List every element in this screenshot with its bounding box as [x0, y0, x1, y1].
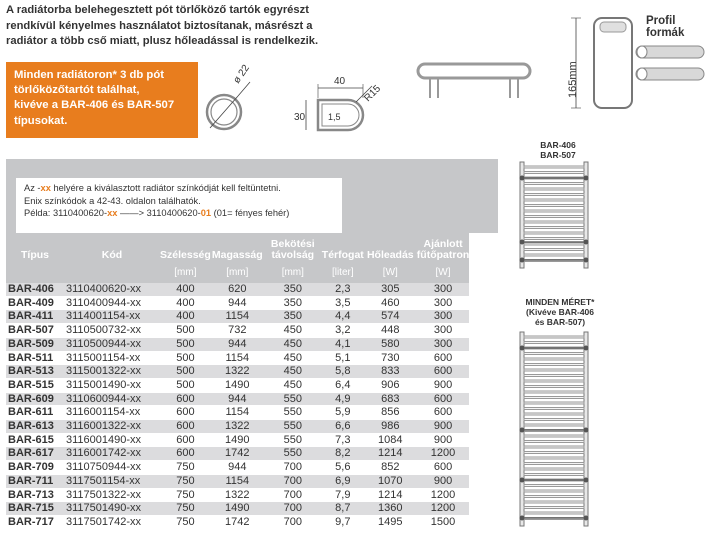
header-cell: Szélesség	[160, 233, 211, 261]
value-cell: 450	[264, 378, 322, 392]
value-cell: 7,3	[322, 433, 364, 447]
value-cell: 8,7	[322, 502, 364, 516]
value-cell: 1495	[364, 515, 417, 529]
code-cell: 3115001154-xx	[64, 351, 160, 365]
value-cell: 600	[160, 406, 211, 420]
table-body	[6, 283, 469, 529]
value-cell: 1200	[417, 488, 469, 502]
value-cell: 450	[264, 337, 322, 351]
type-cell: BAR-611	[6, 406, 64, 420]
value-cell: 7,9	[322, 488, 364, 502]
value-cell: 1322	[211, 420, 264, 434]
value-cell: 700	[264, 515, 322, 529]
value-cell: 1742	[211, 447, 264, 461]
info-line-2: Enix színkódok a 42-43. oldalon találhatók.	[24, 195, 201, 206]
value-cell: 600	[160, 392, 211, 406]
header-cell: Magasság	[211, 233, 264, 261]
value-cell: 8,2	[322, 447, 364, 461]
info-box	[16, 178, 342, 234]
code-cell: 3117501322-xx	[64, 488, 160, 502]
value-cell: 2,3	[322, 283, 364, 296]
value-cell: 732	[211, 324, 264, 338]
value-cell: 700	[264, 502, 322, 516]
value-cell: 5,8	[322, 365, 364, 379]
specs-table	[6, 233, 469, 530]
header-cell: Térfogat	[322, 233, 364, 261]
table-row	[6, 310, 469, 324]
value-cell: 1154	[211, 406, 264, 420]
table-row	[6, 324, 469, 338]
profile-height-label: 165mm	[567, 61, 579, 98]
value-cell: 944	[211, 337, 264, 351]
code-cell: 3110600944-xx	[64, 392, 160, 406]
table-row	[6, 296, 469, 310]
table-row	[6, 474, 469, 488]
value-cell: 1500	[417, 515, 469, 529]
type-cell: BAR-515	[6, 378, 64, 392]
value-cell: 900	[417, 378, 469, 392]
value-cell: 1154	[211, 351, 264, 365]
type-cell: BAR-717	[6, 515, 64, 529]
info-line-3: Példa: 3110400620-xx ——> 3110400620-01 (01= fényes fehér)	[24, 208, 290, 219]
code-cell: 3116001322-xx	[64, 420, 160, 434]
value-cell: 986	[364, 420, 417, 434]
value-cell: 6,6	[322, 420, 364, 434]
value-cell: 600	[417, 392, 469, 406]
unit-cell: [mm]	[264, 261, 322, 283]
value-cell: 6,9	[322, 474, 364, 488]
value-cell: 750	[160, 515, 211, 529]
value-cell: 300	[417, 283, 469, 296]
value-cell: 1490	[211, 433, 264, 447]
header-cell: Típus	[6, 233, 64, 261]
value-cell: 300	[417, 337, 469, 351]
width-dimension: 40	[334, 76, 346, 87]
highlight-line-4: típusokat.	[14, 114, 68, 127]
type-cell: BAR-513	[6, 365, 64, 379]
wall-thickness-label: 1,5	[328, 112, 341, 122]
value-cell: 906	[364, 378, 417, 392]
value-cell: 550	[264, 420, 322, 434]
highlight-line-1: Minden radiátoron* 3 db pót	[14, 69, 164, 81]
value-cell: 400	[160, 283, 211, 296]
code-cell: 3110500944-xx	[64, 337, 160, 351]
value-cell: 550	[264, 406, 322, 420]
value-cell: 1084	[364, 433, 417, 447]
unit-cell	[6, 261, 64, 283]
code-cell: 3116001490-xx	[64, 433, 160, 447]
code-cell: 3110400944-xx	[64, 296, 160, 310]
table-row	[6, 488, 469, 502]
value-cell: 1200	[417, 502, 469, 516]
type-cell: BAR-609	[6, 392, 64, 406]
value-cell: 1490	[211, 378, 264, 392]
value-cell: 944	[211, 392, 264, 406]
table-row	[6, 283, 469, 296]
code-cell: 3110500732-xx	[64, 324, 160, 338]
value-cell: 4,9	[322, 392, 364, 406]
value-cell: 400	[160, 296, 211, 310]
side-top-label: BAR-406 BAR-507	[540, 140, 576, 160]
table-row	[6, 433, 469, 447]
table-row	[6, 461, 469, 475]
value-cell: 350	[264, 310, 322, 324]
value-cell: 620	[211, 283, 264, 296]
header-cell: Kód	[64, 233, 160, 261]
value-cell: 300	[417, 310, 469, 324]
radiator-small-drawing	[512, 160, 604, 272]
profil-label: Profil formák	[646, 15, 685, 39]
value-cell: 1490	[211, 502, 264, 516]
value-cell: 500	[160, 324, 211, 338]
unit-cell: [W]	[417, 261, 469, 283]
header-cell: Hőleadás	[364, 233, 417, 261]
table-row	[6, 502, 469, 516]
table-row	[6, 337, 469, 351]
table-row	[6, 378, 469, 392]
value-cell: 500	[160, 337, 211, 351]
table-row	[6, 351, 469, 365]
type-cell: BAR-406	[6, 283, 64, 296]
type-cell: BAR-617	[6, 447, 64, 461]
table-units-row	[6, 261, 469, 283]
value-cell: 3,2	[322, 324, 364, 338]
code-cell: 3110750944-xx	[64, 461, 160, 475]
value-cell: 700	[264, 488, 322, 502]
code-cell: 3117501490-xx	[64, 502, 160, 516]
height-dimension: 30	[294, 112, 306, 123]
value-cell: 1360	[364, 502, 417, 516]
radiator-large-drawing	[512, 330, 604, 530]
type-cell: BAR-511	[6, 351, 64, 365]
value-cell: 750	[160, 502, 211, 516]
header-cell: Bekötési távolság	[264, 233, 322, 261]
value-cell: 856	[364, 406, 417, 420]
value-cell: 400	[160, 310, 211, 324]
value-cell: 1214	[364, 488, 417, 502]
value-cell: 750	[160, 474, 211, 488]
value-cell: 1742	[211, 515, 264, 529]
type-cell: BAR-507	[6, 324, 64, 338]
value-cell: 3,5	[322, 296, 364, 310]
value-cell: 700	[264, 474, 322, 488]
value-cell: 5,1	[322, 351, 364, 365]
code-cell: 3116001742-xx	[64, 447, 160, 461]
type-cell: BAR-411	[6, 310, 64, 324]
value-cell: 1322	[211, 488, 264, 502]
type-cell: BAR-409	[6, 296, 64, 310]
value-cell: 600	[417, 461, 469, 475]
value-cell: 300	[417, 296, 469, 310]
value-cell: 448	[364, 324, 417, 338]
value-cell: 600	[160, 433, 211, 447]
intro-paragraph: A radiátorba belehegesztett pót törlőköző tartók egyrészt rendkívül kényelmes használatot biztosítanak, másrészt a radiátor a több cső miatt, plusz hőleadással is rendelkezik.	[6, 4, 319, 47]
type-cell: BAR-709	[6, 461, 64, 475]
type-cell: BAR-713	[6, 488, 64, 502]
value-cell: 700	[264, 461, 322, 475]
value-cell: 500	[160, 351, 211, 365]
table-row	[6, 406, 469, 420]
arrow-icon: ——>	[117, 208, 147, 219]
type-cell: BAR-613	[6, 420, 64, 434]
value-cell: 944	[211, 461, 264, 475]
highlight-line-3: kivéve a BAR-406 és BAR-507	[14, 99, 175, 112]
value-cell: 1200	[417, 447, 469, 461]
value-cell: 852	[364, 461, 417, 475]
value-cell: 1154	[211, 310, 264, 324]
table-row	[6, 447, 469, 461]
value-cell: 1154	[211, 474, 264, 488]
unit-cell: [liter]	[322, 261, 364, 283]
type-cell: BAR-715	[6, 502, 64, 516]
highlight-box	[6, 62, 198, 138]
round-bars-drawing	[630, 40, 710, 100]
code-cell: 3114001154-xx	[64, 310, 160, 324]
code-cell: 3115001490-xx	[64, 378, 160, 392]
value-cell: 6,4	[322, 378, 364, 392]
table-row	[6, 515, 469, 529]
value-cell: 4,1	[322, 337, 364, 351]
value-cell: 600	[160, 420, 211, 434]
code-cell: 3115001322-xx	[64, 365, 160, 379]
value-cell: 1322	[211, 365, 264, 379]
value-cell: 5,9	[322, 406, 364, 420]
value-cell: 750	[160, 461, 211, 475]
value-cell: 833	[364, 365, 417, 379]
unit-cell: [mm]	[211, 261, 264, 283]
value-cell: 1214	[364, 447, 417, 461]
code-cell: 3110400620-xx	[64, 283, 160, 296]
value-cell: 900	[417, 474, 469, 488]
value-cell: 4,4	[322, 310, 364, 324]
code-cell: 3116001154-xx	[64, 406, 160, 420]
unit-cell	[64, 261, 160, 283]
circle-diameter-label: ø 22	[231, 63, 252, 86]
type-cell: BAR-615	[6, 433, 64, 447]
value-cell: 683	[364, 392, 417, 406]
code-cell: 3117501154-xx	[64, 474, 160, 488]
value-cell: 350	[264, 296, 322, 310]
radius-dimension: R15	[362, 83, 384, 105]
value-cell: 1070	[364, 474, 417, 488]
value-cell: 580	[364, 337, 417, 351]
table-row	[6, 365, 469, 379]
type-cell: BAR-509	[6, 337, 64, 351]
value-cell: 550	[264, 447, 322, 461]
towel-bar-drawing	[412, 58, 542, 108]
value-cell: 305	[364, 283, 417, 296]
value-cell: 500	[160, 378, 211, 392]
info-line-1: Az -xx helyére a kiválasztott radiátor színkódját kell feltüntetni.	[24, 183, 281, 193]
table-header-row	[6, 233, 469, 261]
value-cell: 300	[417, 324, 469, 338]
code-cell: 3117501742-xx	[64, 515, 160, 529]
side-bottom-label: MINDEN MÉRET* (Kivéve BAR-406 és BAR-507)	[525, 297, 595, 327]
value-cell: 900	[417, 420, 469, 434]
value-cell: 600	[417, 351, 469, 365]
unit-cell: [mm]	[160, 261, 211, 283]
value-cell: 600	[160, 447, 211, 461]
value-cell: 9,7	[322, 515, 364, 529]
value-cell: 750	[160, 488, 211, 502]
value-cell: 600	[417, 365, 469, 379]
value-cell: 460	[364, 296, 417, 310]
header-cell: Ajánlott fűtőpatron	[417, 233, 469, 261]
value-cell: 574	[364, 310, 417, 324]
table-row	[6, 420, 469, 434]
value-cell: 944	[211, 296, 264, 310]
value-cell: 500	[160, 365, 211, 379]
value-cell: 900	[417, 433, 469, 447]
value-cell: 730	[364, 351, 417, 365]
value-cell: 450	[264, 365, 322, 379]
value-cell: 450	[264, 351, 322, 365]
value-cell: 600	[417, 406, 469, 420]
value-cell: 5,6	[322, 461, 364, 475]
value-cell: 550	[264, 392, 322, 406]
value-cell: 350	[264, 283, 322, 296]
type-cell: BAR-711	[6, 474, 64, 488]
value-cell: 450	[264, 324, 322, 338]
highlight-line-2: törlőközőtartót találhat,	[14, 84, 140, 97]
profile-cross-section-drawing	[198, 62, 398, 152]
table-row	[6, 392, 469, 406]
unit-cell: [W]	[364, 261, 417, 283]
value-cell: 550	[264, 433, 322, 447]
